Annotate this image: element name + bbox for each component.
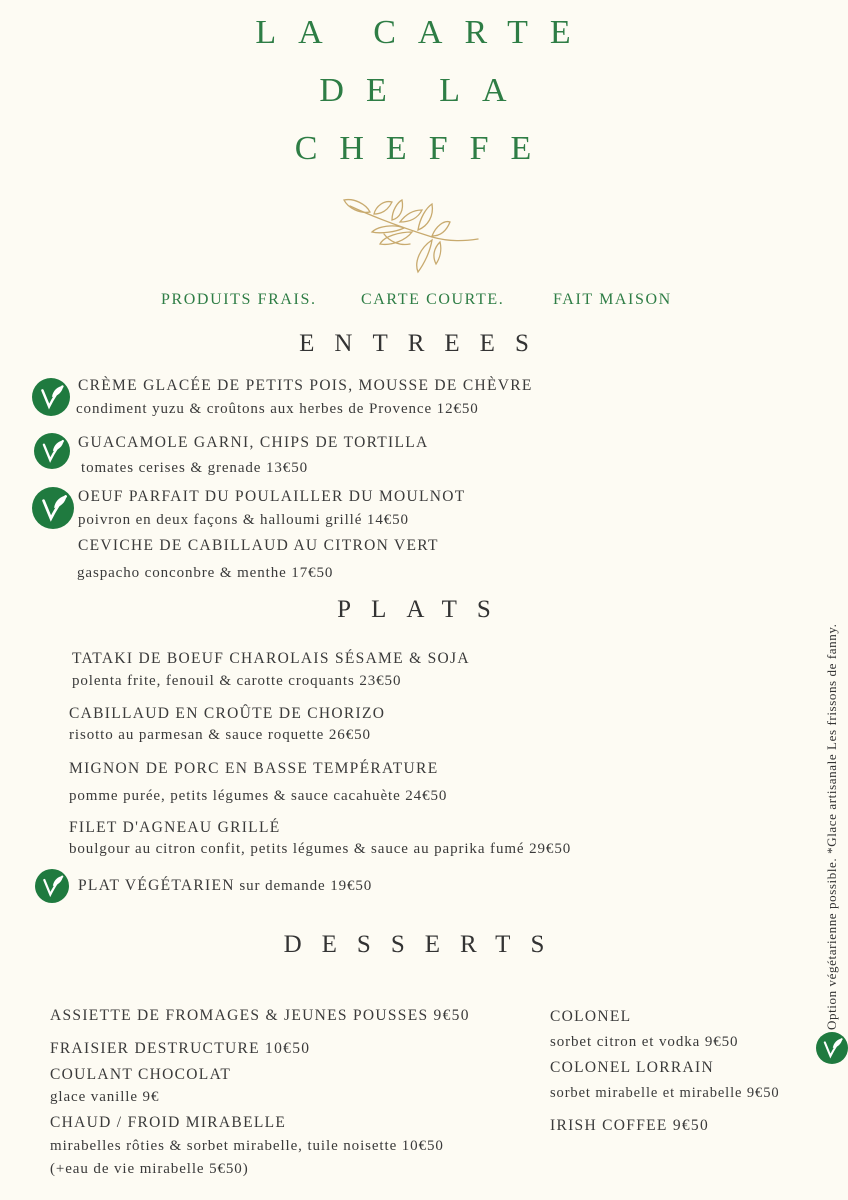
plat-name-2: CABILLAUD EN CROÛTE DE CHORIZO xyxy=(69,705,386,722)
dessert-right-name-3: IRISH COFFEE 9€50 xyxy=(550,1117,710,1134)
entree-name-3: OEUF PARFAIT DU POULAILLER DU MOULNOT xyxy=(78,488,466,505)
dessert-name-3: COULANT CHOCOLAT xyxy=(50,1066,232,1083)
tagline-short-menu: CARTE COURTE. xyxy=(361,291,505,308)
section-heading-desserts: DESSERTS xyxy=(283,931,565,958)
section-heading-plats: PLATS xyxy=(337,596,511,623)
side-note: Option végétarienne possible. *Glace artisanale Les frissons de fanny. xyxy=(824,623,839,1030)
title-line-1: LA CARTE xyxy=(255,14,593,51)
olive-branch-ornament xyxy=(340,192,482,278)
plat-vegetarian-desc: sur demande 19€50 xyxy=(234,878,373,894)
dessert-desc-3: glace vanille 9€ xyxy=(50,1089,160,1105)
plat-desc-4: boulgour au citron confit, petits légumes & sauce au paprika fumé 29€50 xyxy=(69,841,572,857)
title-line-3: CHEFFE xyxy=(294,130,554,167)
plat-name-1: TATAKI DE BOEUF CHAROLAIS SÉSAME & SOJA xyxy=(72,650,470,667)
dessert-right-name-2: COLONEL LORRAIN xyxy=(550,1059,715,1076)
entree-desc-2: tomates cerises & grenade 13€50 xyxy=(81,460,309,476)
vegetarian-leaf-icon xyxy=(32,378,70,416)
dessert-name-2: FRAISIER DESTRUCTURE 10€50 xyxy=(50,1040,311,1057)
dessert-name-1: ASSIETTE DE FROMAGES & JEUNES POUSSES 9€50 xyxy=(50,1007,470,1024)
entree-name-2: GUACAMOLE GARNI, CHIPS DE TORTILLA xyxy=(78,434,429,451)
vegetarian-leaf-icon xyxy=(34,433,70,469)
tagline-fresh: PRODUITS FRAIS. xyxy=(161,291,317,308)
plat-desc-1: polenta frite, fenouil & carotte croquants 23€50 xyxy=(72,673,402,689)
section-heading-entrees: ENTREES xyxy=(299,330,549,357)
plat-name-4: FILET D'AGNEAU GRILLÉ xyxy=(69,819,281,836)
dessert-right-desc-1: sorbet citron et vodka 9€50 xyxy=(550,1034,739,1050)
entree-desc-3: poivron en deux façons & halloumi grillé 14€50 xyxy=(78,512,409,528)
plat-desc-2: risotto au parmesan & sauce roquette 26€50 xyxy=(69,727,371,743)
dessert-desc-4: mirabelles rôties & sorbet mirabelle, tuile noisette 10€50 xyxy=(50,1138,444,1154)
plat-name-3: MIGNON DE PORC EN BASSE TEMPÉRATURE xyxy=(69,760,439,777)
plat-vegetarian-name: PLAT VÉGÉTARIEN xyxy=(78,877,235,894)
tagline-homemade: FAIT MAISON xyxy=(553,291,672,308)
dessert-right-desc-2: sorbet mirabelle et mirabelle 9€50 xyxy=(550,1085,780,1101)
vegetarian-leaf-icon xyxy=(32,487,74,529)
dessert-name-4: CHAUD / FROID MIRABELLE xyxy=(50,1114,287,1131)
vegetarian-leaf-icon xyxy=(35,869,69,903)
entree-name-4: CEVICHE DE CABILLAUD AU CITRON VERT xyxy=(78,537,439,554)
title-line-2: DE LA xyxy=(319,72,529,109)
entree-desc-4: gaspacho conconbre & menthe 17€50 xyxy=(77,565,334,581)
plat-desc-3: pomme purée, petits légumes & sauce cacahuète 24€50 xyxy=(69,788,448,804)
vegetarian-leaf-icon xyxy=(816,1032,848,1064)
dessert-right-name-1: COLONEL xyxy=(550,1008,632,1025)
entree-name-1: CRÈME GLACÉE DE PETITS POIS, MOUSSE DE CHÈVRE xyxy=(78,377,533,394)
plat-vegetarian xyxy=(78,877,372,895)
dessert-extra-4: (+eau de vie mirabelle 5€50) xyxy=(50,1161,249,1177)
entree-desc-1: condiment yuzu & croûtons aux herbes de Provence 12€50 xyxy=(76,401,479,417)
